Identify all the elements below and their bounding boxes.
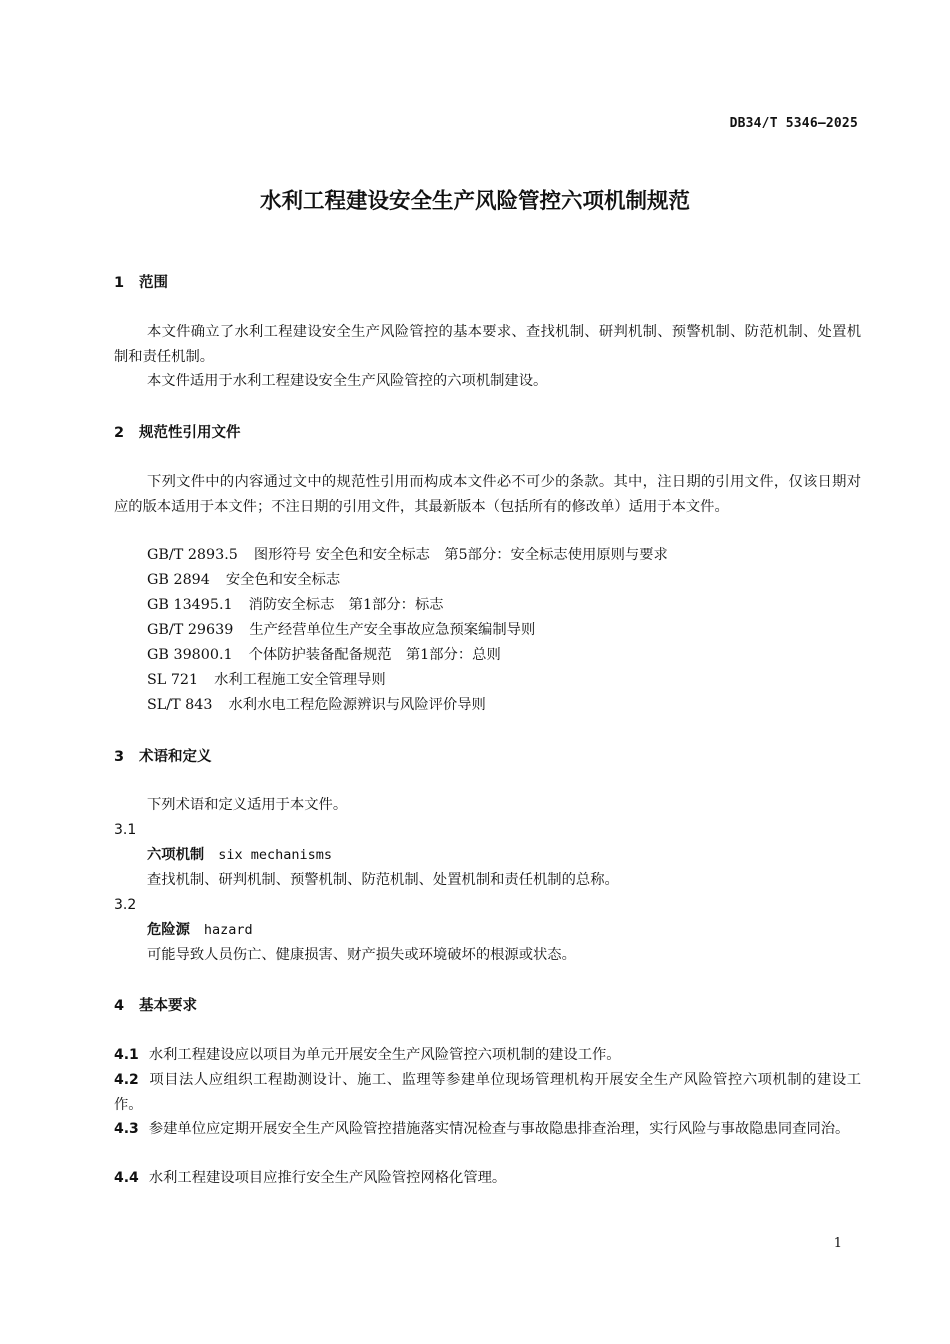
reference-item bbox=[147, 668, 386, 693]
term-definition: 可能导致人员伤亡、健康损害、财产损失或环境破坏的根源或状态。 bbox=[147, 947, 576, 963]
clause-text: 参建单位应定期开展安全生产风险管控措施落实情况检查与事故隐患排查治理，实行风险与事故隐患同查同治。 bbox=[148, 1121, 850, 1137]
reference-code: SL/T 843 bbox=[147, 697, 213, 713]
term-definition: 查找机制、研判机制、预警机制、防范机制、处置机制和责任机制的总称。 bbox=[147, 872, 619, 888]
reference-item bbox=[147, 568, 340, 593]
section-3-paragraph-1: 下列术语和定义适用于本文件。 bbox=[147, 797, 348, 813]
reference-code: GB 13495.1 bbox=[147, 597, 233, 613]
reference-title: 个体防护装备配备规范 第1部分：总则 bbox=[248, 647, 501, 663]
term-number: 3.2 bbox=[114, 897, 137, 913]
section-title: 范围 bbox=[139, 275, 168, 291]
clause-number: 4.1 bbox=[114, 1047, 139, 1063]
section-title: 基本要求 bbox=[139, 998, 197, 1014]
reference-title: 生产经营单位生产安全事故应急预案编制导则 bbox=[249, 622, 536, 638]
reference-title: 消防安全标志 第1部分：标志 bbox=[248, 597, 444, 613]
clause-number: 4.3 bbox=[114, 1121, 139, 1137]
term-entry bbox=[147, 918, 253, 943]
page-number: 1 bbox=[833, 1236, 842, 1251]
section-1-paragraph-1: 本文件确立了水利工程建设安全生产风险管控的基本要求、查找机制、研判机制、预警机制、防范机制、处置机制和责任机制。 bbox=[114, 324, 861, 365]
doc-title: 水利工程建设安全生产风险管控六项机制规范 bbox=[259, 189, 690, 214]
clause-item bbox=[114, 1068, 861, 1117]
section-1-heading bbox=[114, 271, 168, 292]
reference-title: 水利水电工程危险源辨识与风险评价导则 bbox=[228, 697, 486, 713]
clause-text: 水利工程建设应以项目为单元开展安全生产风险管控六项机制的建设工作。 bbox=[148, 1047, 621, 1063]
reference-title: 图形符号 安全色和安全标志 第5部分：安全标志使用原则与要求 bbox=[253, 547, 668, 563]
clause-text: 项目法人应组织工程勘测设计、施工、监理等参建单位现场管理机构开展安全生产风险管控六项机制的建设工作。 bbox=[114, 1072, 861, 1113]
term-chinese: 危险源 bbox=[147, 922, 190, 938]
reference-item bbox=[147, 543, 668, 568]
clause-number: 4.2 bbox=[114, 1072, 139, 1088]
reference-item bbox=[147, 693, 486, 718]
term-chinese: 六项机制 bbox=[147, 847, 205, 863]
section-number: 4 bbox=[114, 998, 125, 1014]
section-title: 规范性引用文件 bbox=[139, 425, 241, 441]
clause-item bbox=[114, 1043, 861, 1068]
clause-number: 4.4 bbox=[114, 1170, 139, 1186]
section-3-heading bbox=[114, 745, 212, 766]
term-entry bbox=[147, 843, 332, 868]
section-number: 3 bbox=[114, 749, 125, 765]
clause-item bbox=[114, 1117, 861, 1142]
section-1-paragraph-2: 本文件适用于水利工程建设安全生产风险管控的六项机制建设。 bbox=[147, 373, 548, 389]
clause-item bbox=[114, 1166, 861, 1191]
reference-item bbox=[147, 618, 535, 643]
section-number: 2 bbox=[114, 425, 125, 441]
section-2-heading bbox=[114, 421, 241, 442]
reference-code: GB 39800.1 bbox=[147, 647, 233, 663]
reference-item bbox=[147, 593, 444, 618]
term-english: hazard bbox=[203, 922, 253, 938]
term-number: 3.1 bbox=[114, 822, 137, 838]
section-4-heading bbox=[114, 994, 197, 1015]
reference-item bbox=[147, 643, 501, 668]
clause-text: 水利工程建设项目应推行安全生产风险管控网格化管理。 bbox=[148, 1170, 507, 1186]
reference-title: 安全色和安全标志 bbox=[225, 572, 341, 588]
reference-code: GB/T 2893.5 bbox=[147, 547, 238, 563]
reference-code: GB/T 29639 bbox=[147, 622, 234, 638]
section-2-paragraph-1: 下列文件中的内容通过文中的规范性引用而构成本文件必不可少的条款。其中，注日期的引用文件，仅该日期对应的版本适用于本文件；不注日期的引用文件，其最新版本（包括所有的修改单）适用于本文件。 bbox=[114, 474, 861, 515]
section-number: 1 bbox=[114, 275, 125, 291]
term-english: six mechanisms bbox=[218, 847, 332, 863]
doc-number: DB34/T 5346—2025 bbox=[729, 116, 858, 131]
reference-code: GB 2894 bbox=[147, 572, 210, 588]
reference-code: SL 721 bbox=[147, 672, 199, 688]
reference-title: 水利工程施工安全管理导则 bbox=[214, 672, 386, 688]
section-title: 术语和定义 bbox=[139, 749, 212, 765]
